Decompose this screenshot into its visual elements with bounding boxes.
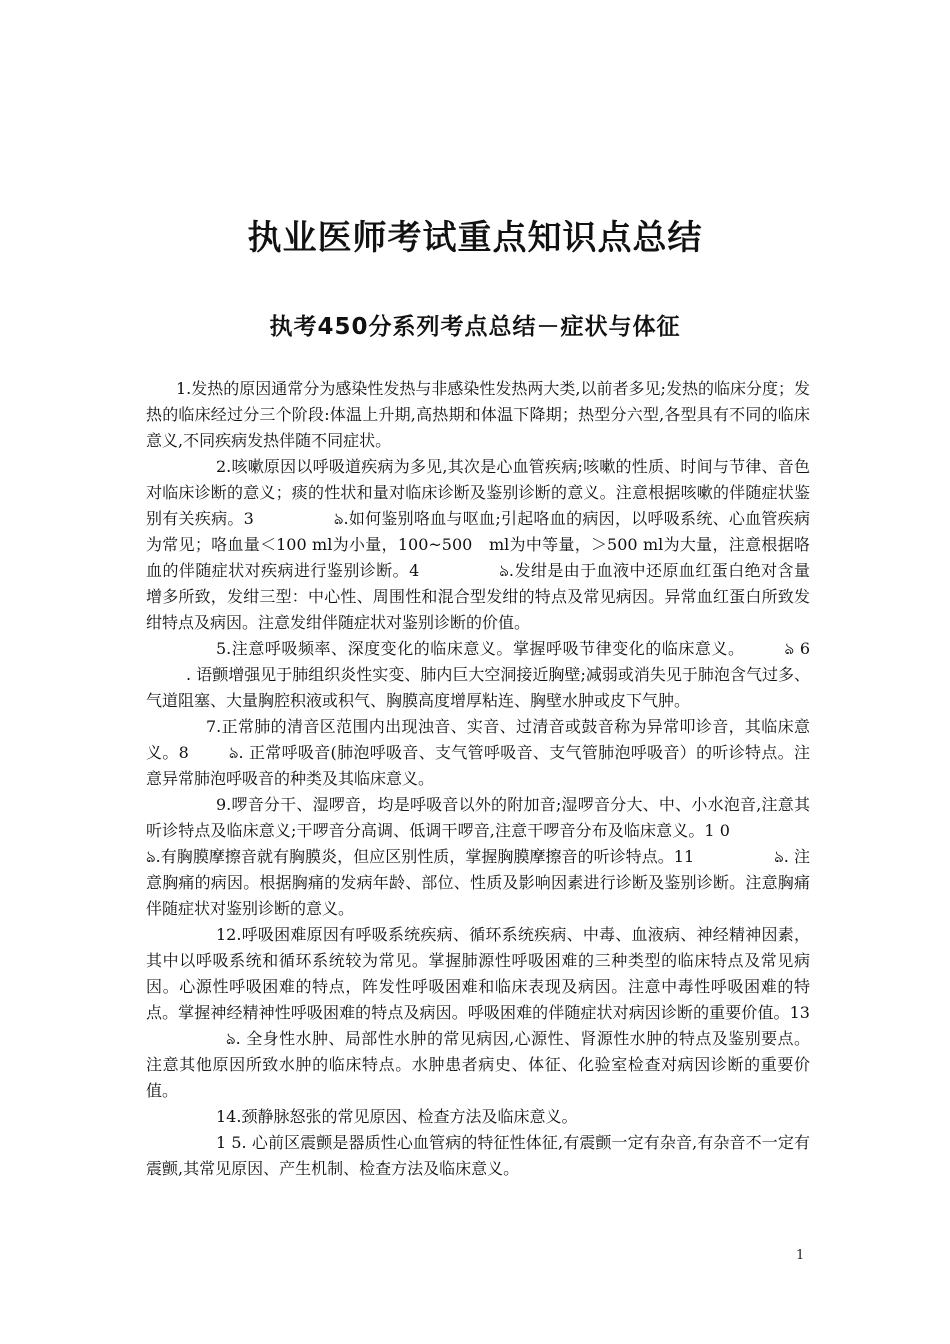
marker-glyph: ঌ [228, 743, 239, 762]
marker-glyph: ঌ [146, 847, 156, 866]
page-number: 1 [796, 1248, 805, 1263]
marker-glyph: ঌ [774, 847, 784, 866]
paragraph-1: 1.发热的原因通常分为感染性发热与非感染性发热两大类,以前者多见;发热的临床分度；发热的临床经过分三个阶段:体温上升期,高热期和体温下降期；热型分六型,各型具有不同的临床意义,不同疾病发热伴随不同症状。 [146, 379, 810, 450]
document-title: 执业医师考试重点知识点总结 [247, 218, 703, 258]
paragraph-7: 7.正常肺的清音区范围内出现浊音、实音、过清音或鼓音称为异常叩诊音，其临床意义。8 ঌ. 正常呼吸音(肺泡呼吸音、支气管呼吸音、支气管肺泡呼吸音）的听诊特点。注意异常肺泡呼吸音的种类及其临床意义。 [146, 717, 810, 788]
paragraph-9: 9.啰音分干、湿啰音，均是呼吸音以外的附加音;湿啰音分大、中、小水泡音,注意其听诊特点及临床意义;干啰音分高调、低调干啰音,注意干啰音分布及临床意义。1 0ঌ.有胸膜摩擦音就有胸膜炎，但应区别性质，掌握胸膜摩擦音的听诊特点。11 ঌ. 注意胸痛的病因。根据胸痛的发病年龄、部位、性质及影响因素进行诊断及鉴别诊断。注意胸痛伴随症状对鉴别诊断的意义。 [146, 795, 810, 918]
paragraph-2: 2.咳嗽原因以呼吸道疾病为多见,其次是心血管疾病;咳嗽的性质、时间与节律、音色对临床诊断的意义；痰的性状和量对临床诊断及鉴别诊断的意义。注意根据咳嗽的伴随症状鉴别有关疾病。3 ঌ.如何鉴别咯血与呕血;引起咯血的病因，以呼吸系统、心血管疾病为常见；咯血量＜100 ml为小量，100~500 ml为中等量，＞500 ml为大量，注意根据咯血的伴随症状对疾病进行鉴别诊断。4 ঌ.发绀是由于血液中还原血红蛋白绝对含量增多所致，发绀三型：中心性、周围性和混合型发绀的特点及常见病因。异常血红蛋白所致发绀特点及病因。注意发绀伴随症状对鉴别诊断的价值。 [146, 457, 810, 632]
paragraph-14: 14.颈静脉怒张的常见原因、检查方法及临床意义。 [216, 1107, 578, 1126]
paragraph-5: 5.注意呼吸频率、深度变化的临床意义。掌握呼吸节律变化的临床意义。 ঌ 6. 语颤增强见于肺组织炎性实变、肺内巨大空洞接近胸壁;减弱或消失见于肺泡含气过多、气道阻塞、大量胸腔积液或积气、胸膜高度增厚粘连、胸壁水肿或皮下气肿。 [146, 639, 810, 710]
paragraph-15: 1 5. 心前区震颤是器质性心血管病的特征性体征,有震颤一定有杂音,有杂音不一定有震颤,其常见原因、产生机制、检查方法及临床意义。 [146, 1133, 810, 1178]
document-body [146, 376, 810, 1182]
paragraph-12: 12.呼吸困难原因有呼吸系统疾病、循环系统疾病、中毒、血液病、神经精神因素，其中以呼吸系统和循环系统较为常见。掌握肺源性呼吸困难的三种类型的临床特点及常见病因。心源性呼吸困难的特点，阵发性呼吸困难和临床表现及病因。注意中毒性呼吸困难的特点。掌握神经精神性呼吸困难的特点及病因。呼吸困难的伴随症状对病因诊断的重要价值。13ঌ. 全身性水肿、局部性水肿的常见病因,心源性、肾源性水肿的特点及鉴别要点。注意其他原因所致水肿的临床特点。水肿患者病史、体征、化验室检查对病因诊断的重要价值。 [146, 925, 810, 1100]
marker-glyph: ঌ [333, 509, 344, 528]
marker-glyph: ঌ [226, 1029, 236, 1048]
marker-glyph: ঌ [499, 561, 509, 580]
marker-glyph: ঌ [784, 639, 795, 658]
document-subtitle: 执考450分系列考点总结－症状与体征 [269, 314, 681, 340]
